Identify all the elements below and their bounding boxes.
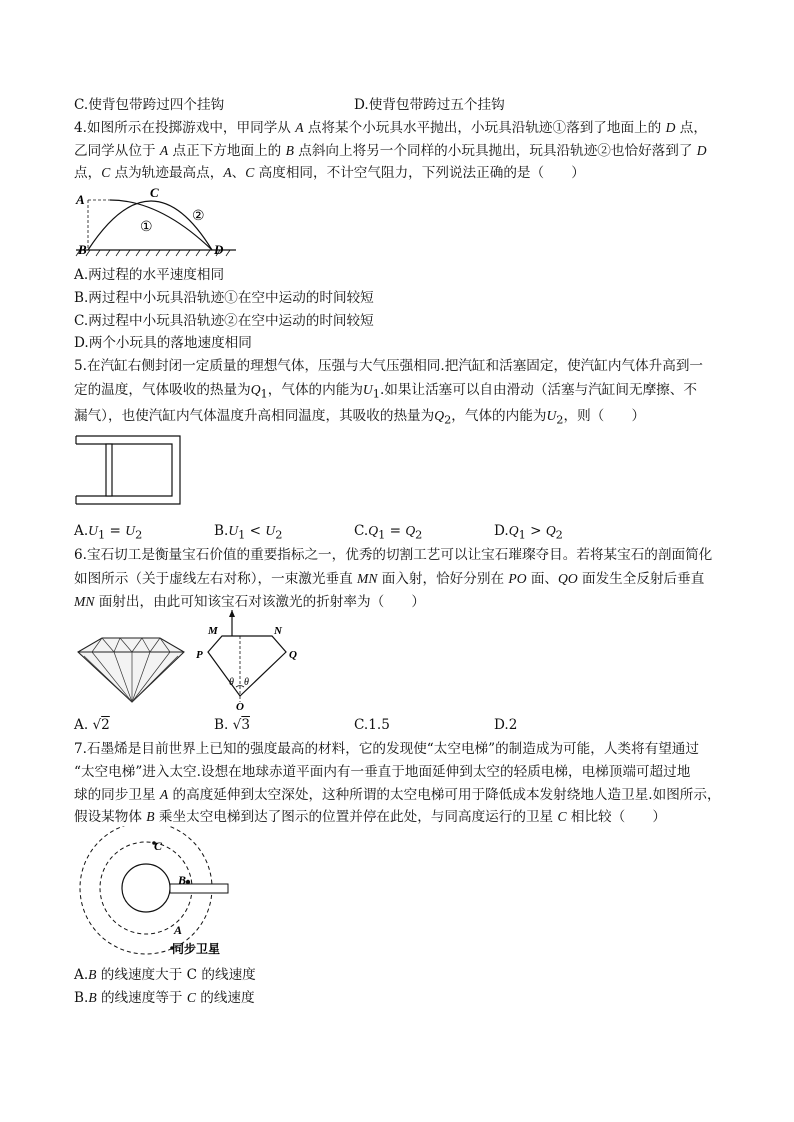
q5-stem-line-3: 漏气），也使汽缸内气体温度升高相同温度，其吸收的热量为$Q_2$，气体的内能为$U_2$，则（ ） [74,408,646,427]
q4-option-a[interactable]: A.两过程的水平速度相同 [74,267,225,283]
cylinder-outer-wall [76,436,180,504]
q6-option-b[interactable]: B. √3 [214,717,250,733]
label-n: N [274,625,282,637]
label-o: O [236,701,244,713]
q7-stem-line-2: “太空电梯”进入太空.设想在地球赤道平面内有一垂直于地面延伸到太空的轻质电梯，电梯顶端可超过地 [74,764,691,780]
q6-option-d[interactable]: D.2 [494,717,518,733]
q6-gem-photo-figure [72,612,192,708]
label-b: B [178,873,187,887]
q7-stem-line-1: 7.石墨烯是目前世界上已知的强度最高的材料，它的发现使“太空电梯”的制造成为可能，人类将有望通过 [74,741,699,757]
q4-stem-line-3: 点，C 点为轨迹最高点，A、C 高度相同，不计空气阻力，下列说法正确的是（ ） [74,165,585,181]
q3-option-d[interactable]: D.使背包带跨过五个挂钩 [354,97,505,113]
q4-trajectory-figure [70,184,240,260]
q4-option-b[interactable]: B.两过程中小玩具沿轨迹①在空中运动的时间较短 [74,290,374,306]
q6-gem-section-figure [192,606,304,714]
label-b: B [78,242,87,257]
q7-option-a[interactable]: A.B 的线速度大于 C 的线速度 [74,967,256,983]
q6-stem-line-2: 如图所示（关于虚线左右对称），一束激光垂直 MN 面入射，恰好分别在 PO 面、QO 面发生全反射后垂直 [74,571,705,587]
label-geostationary-satellite: 同步卫星 [172,942,221,956]
q6-option-c[interactable]: C.1.5 [354,717,390,733]
label-a: A [76,192,85,207]
label-d: D [214,242,224,257]
q5-stem-line-2: 定的温度，气体吸收的热量为$Q_1$，气体的内能为$U_1$.如果让活塞可以自由滑动（活塞与汽缸间无摩擦、不 [74,382,697,401]
piston [106,444,112,496]
label-a: A [174,923,183,937]
label-track-2: ② [192,209,205,224]
q4-option-d[interactable]: D.两个小玩具的落地速度相同 [74,335,252,351]
cylinder-inner-wall [76,444,172,496]
q4-stem-line-1: 4.如图所示在投掷游戏中，甲同学从 A 点将某个小玩具水平抛出，小玩具沿轨迹①落到了地面上的 D 点， [74,120,707,136]
q6-stem-line-1: 6.宝石切工是衡量宝石价值的重要指标之一，优秀的切割工艺可以让宝石璀璨夺目。若将某宝石的剖面简化 [74,547,713,563]
q6-stem-line-3: MN 面射出，由此可知该宝石对该激光的折射率为（ ） [74,594,425,610]
q5-option-a[interactable]: $A.U_1 = U_2$ [74,523,143,542]
q7-stem-line-3: 球的同步卫星 A 的高度延伸到太空深处，这种所谓的太空电梯可用于降低成本发射绕地人造卫星.如图所示， [74,787,721,803]
q7-option-b[interactable]: B.B 的线速度等于 C 的线速度 [74,990,255,1006]
q5-option-d[interactable]: $D.Q_1 > Q_2$ [494,523,563,542]
label-q: Q [289,649,297,661]
object-b [186,880,190,884]
earth [122,864,170,912]
laser-arrow [229,610,235,617]
q4-stem-line-2: 乙同学从位于 A 点正下方地面上的 B 点斜向上将另一个同样的小玩具抛出，玩具沿轨迹②也恰好落到了 D [74,143,707,159]
label-c: C [154,839,163,853]
q5-option-b[interactable]: $B.U_1 < U_2$ [214,523,283,542]
ground-hatching [76,250,230,256]
label-theta-right: θ [244,677,249,688]
q7-stem-line-4: 假设某物体 B 乘坐太空电梯到达了图示的位置并停在此处，与同高度运行的卫星 C 相比较（ ） [74,809,667,825]
q5-cylinder-figure [72,432,192,512]
q7-space-elevator-figure [72,826,232,956]
trajectory-1 [110,200,212,250]
q5-option-c[interactable]: $C.Q_1 = Q_2$ [354,523,423,542]
q3-option-c[interactable]: C.使背包带跨过四个挂钩 [74,97,225,113]
label-p: P [196,649,203,661]
q6-option-a[interactable]: A. √2 [74,717,110,733]
q5-stem-line-1: 5.在汽缸右侧封闭一定质量的理想气体，压强与大气压强相同.把汽缸和活塞固定，使汽缸内气体升高到一 [74,358,704,374]
q4-option-c[interactable]: C.两过程中小玩具沿轨迹②在空中运动的时间较短 [74,313,374,329]
label-c: C [150,185,159,200]
label-track-1: ① [140,220,153,235]
label-theta-left: θ [229,677,234,688]
label-m: M [208,625,218,637]
